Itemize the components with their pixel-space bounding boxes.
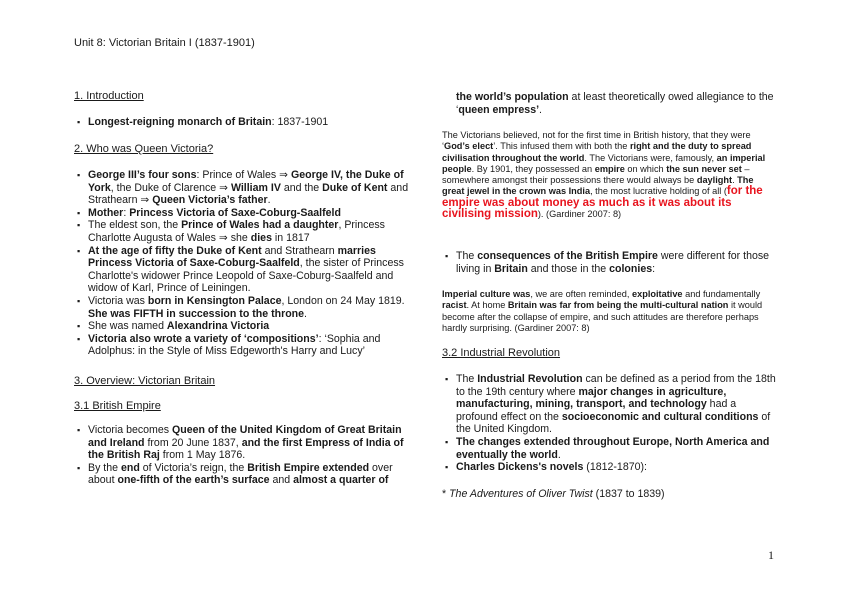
who-list — [74, 169, 410, 358]
list-item: ▪ The eldest son, the Prince of Wales had a daughter, Princess Charlotte Augusta of Wales ⇒ she dies in 1817 — [74, 219, 410, 244]
list-item: ▪ Longest-reigning monarch of Britain: 1837-1901 — [74, 116, 410, 129]
industrial-heading: 3.2 Industrial Revolution — [442, 347, 561, 359]
empire-continued: the world’s population at least theoretically owed allegiance to the ‘queen empress’. — [456, 91, 774, 116]
list-item: ▪ Victoria also wrote a variety of ‘compositions’: ‘Sophia and Adolphus: in the Style of Miss Edgeworth's Harry and Lucy’ — [74, 333, 410, 358]
list-item: ▪ George III’s four sons: Prince of Wales ⇒ George IV, the Duke of York, the Duke of Clarence ⇒ William IV and the Duke of Kent and Strathearn ⇒ Queen Victoria’s father. — [74, 169, 410, 207]
list-item: ▪ Charles Dickens's novels (1812-1870): — [442, 461, 776, 474]
intro-heading: 1. Introduction — [74, 90, 144, 102]
list-item: ▪ The consequences of the British Empire were different for those living in Britain and those in the colonies: — [442, 250, 776, 275]
overview-heading: 3. Overview: Victorian Britain — [74, 375, 216, 387]
list-item: ▪ At the age of fifty the Duke of Kent and Strathearn marries Princess Victoria of Saxe-Coburg-Saalfeld, the sister of Princess Charlotte's widower Prince Leopold of Saxe-Coburg-Saalfeld and widow of Karl, Prince of Leiningen. — [74, 245, 410, 295]
list-item: ▪ The changes extended throughout Europe, North America and eventually the world. — [442, 436, 776, 461]
consequences-list — [442, 250, 776, 275]
page-number: 1 — [768, 548, 774, 562]
list-item: ▪ By the end of Victoria’s reign, the British Empire extended over about one-fifth of the earth’s surface and almost a quarter of — [74, 462, 410, 487]
empire-list — [74, 424, 410, 487]
list-item: ▪ Mother: Princess Victoria of Saxe-Coburg-Saalfeld — [74, 207, 410, 220]
gardiner-quote-1: The Victorians believed, not for the first time in British history, that they were ‘God’s elect’. This infused them with both the right and the duty to spread civilisation throughout the world. The Victorians were, famously, an imperial people. By 1901, they possessed an empire on which the sun never set – somewhere amongst their possessions there would always be daylight. The great jewel in the crown was India, the most lucrative holding of all (for the empire was about money as much as it was about its civilising mission). (Gardiner 2007: 8) — [442, 130, 766, 221]
list-item: ▪ The Industrial Revolution can be defined as a period from the 18th to the 19th century where major changes in agriculture, manufacturing, mining, transport, and technology had a profound effect on the socioeconomic and cultural conditions of the United Kingdom. — [442, 373, 776, 436]
intro-list — [74, 116, 410, 129]
list-item: ▪ She was named Alexandrina Victoria — [74, 320, 410, 333]
gardiner-quote-2: Imperial culture was, we are often reminded, exploitative and fundamentally racist. At home Britain was far from being the multi-cultural nation it would become after the collapse of empire, and such attitudes are therefore perhaps hardly surprising. (Gardiner 2007: 8) — [442, 289, 763, 333]
list-item: ▪ Victoria becomes Queen of the United Kingdom of Great Britain and Ireland from 20 June 1837, and the first Empress of India of the British Raj from 1 May 1876. — [74, 424, 410, 462]
page-header: Unit 8: Victorian Britain I (1837-1901) — [74, 37, 255, 49]
empire-heading: 3.1 British Empire — [74, 400, 161, 412]
industrial-list — [442, 373, 776, 474]
who-heading: 2. Who was Queen Victoria? — [74, 143, 214, 155]
list-item: ▪ Victoria was born in Kensington Palace, London on 24 May 1819. She was FIFTH in succession to the throne. — [74, 295, 410, 320]
footnote: * The Adventures of Oliver Twist (1837 to 1839) — [442, 488, 665, 500]
